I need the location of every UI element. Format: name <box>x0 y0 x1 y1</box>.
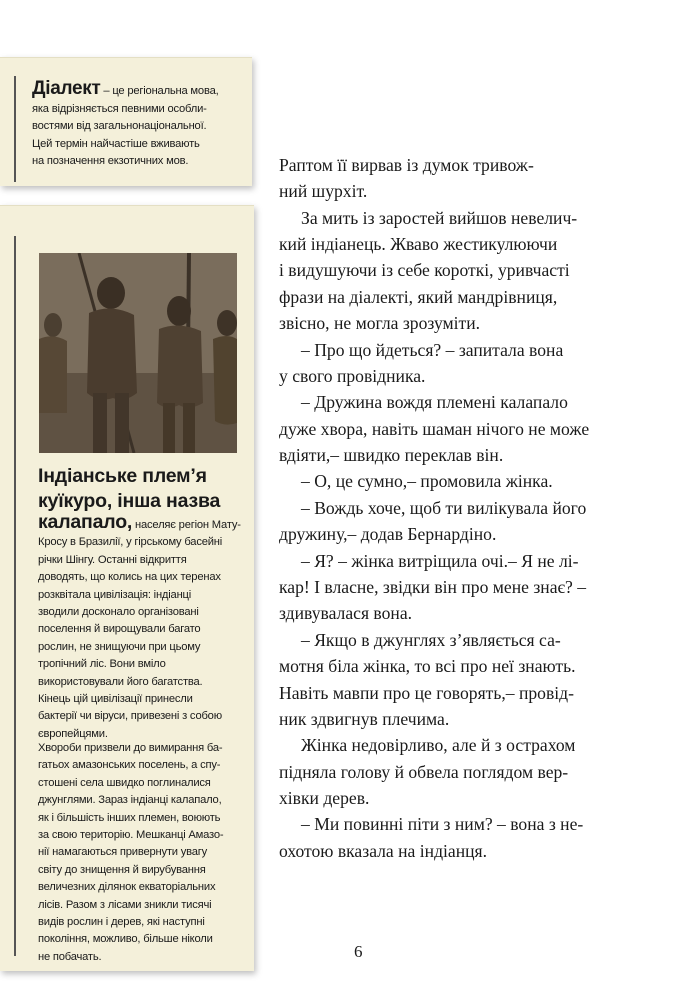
dialect-note-line: востями від загальнонаціональної. <box>32 120 207 132</box>
page-number: 6 <box>354 942 363 961</box>
kuikuro-body-line: зводили досконало організовані <box>38 606 199 619</box>
kuikuro-body-line: гатьох амазонських поселень, а спу- <box>38 759 221 772</box>
story-line: дуже хвора, навіть шаман нічого не може <box>279 419 590 439</box>
kuikuro-heading-line: Індіанське плем’я <box>38 465 207 487</box>
kuikuro-body-line: не побачать. <box>38 950 102 963</box>
kuikuro-body-line: стошені села швидко поглиналися <box>38 776 211 789</box>
dialect-note-line: – це регіональна мова, <box>100 85 219 97</box>
story-line: кар! І власне, звідки він про мене знає? – <box>279 577 587 597</box>
story-line: підняла голову й обвела поглядом вер- <box>279 762 569 782</box>
story-line: фрази на діалекті, який мандрівниця, <box>279 287 558 307</box>
note-accent-bar <box>14 236 16 956</box>
story-line: вдіяти,– швидко переклав він. <box>279 445 504 465</box>
kuikuro-body-line: нії намагаються привернути увагу <box>38 846 208 859</box>
kuikuro-body-line: тропічний ліс. Вони вміло <box>38 658 166 671</box>
story-line: у свого провідника. <box>279 366 426 386</box>
story-line: охотою вказала на індіанця. <box>279 841 488 861</box>
story-line: хівки дерев. <box>279 788 370 808</box>
kuikuro-body-line: Хвороби призвели до вимирання ба- <box>38 742 223 754</box>
story-line: – Я? – жінка витріщила очі.– Я не лі- <box>301 551 579 571</box>
kuikuro-body-line: розквітала цивілізація: індіанці <box>38 588 192 601</box>
kuikuro-body-line: лісів. Разом з лісами зникли тисячі <box>38 898 212 911</box>
kuikuro-body-line: покоління, можливо, більше ніколи <box>38 933 213 946</box>
kuikuro-body-line: як і більшість інших племен, воюють <box>38 811 221 824</box>
story-line: здивувалася вона. <box>279 603 413 623</box>
dialect-note-line: яка відрізняється певними особли- <box>32 102 207 115</box>
story-line: За мить із заростей вийшов невелич- <box>301 208 578 228</box>
story-line: – Ми повинні піти з ним? – вона з не- <box>301 814 584 834</box>
kuikuro-body-line: світу до знищення й вирубування <box>38 863 206 876</box>
tribesmen-illustration <box>39 253 237 453</box>
dialect-note-line: на позначення екзотичних мов. <box>32 155 189 167</box>
kuikuro-body-line: населяє регіон Мату- <box>132 519 241 531</box>
kuikuro-body-line: поселення й вирощували багато <box>38 623 201 636</box>
note-accent-bar <box>14 76 16 182</box>
story-line: – Вождь хоче, щоб ти вилікувала його <box>301 498 587 518</box>
kuikuro-body-line: рослин, не знищуючи при цьому <box>38 640 201 653</box>
kuikuro-body-line: використовували його багатства. <box>38 675 203 688</box>
kuikuro-note <box>0 205 254 971</box>
kuikuro-body-line: бактерії чи віруси, привезені з собою <box>38 710 222 723</box>
kuikuro-body-paragraph-1 <box>38 511 250 743</box>
kuikuro-heading <box>38 464 250 514</box>
kuikuro-body-line: європейцями. <box>38 727 108 740</box>
kuikuro-body-line: доводять, що колись на цих теренах <box>38 571 221 584</box>
dialect-note-line: Цей термін найчастіше вживають <box>32 137 200 150</box>
story-line: – О, це сумно,– промовила жінка. <box>301 471 553 491</box>
story-line: дружину,– додав Бернардіно. <box>279 524 497 544</box>
story-line: – Якщо в джунглях з’являється са- <box>301 630 561 650</box>
kuikuro-body-line: джунглями. Зараз індіанці калапало, <box>38 794 222 807</box>
kuikuro-photo <box>39 253 237 453</box>
kuikuro-body-paragraph-2 <box>38 740 250 966</box>
kuikuro-body-line: видів рослин і дерев, які наступні <box>38 916 205 929</box>
dialect-note <box>0 57 252 186</box>
dialect-note-text <box>32 80 244 171</box>
kuikuro-body-line: за свою територію. Мешканці Амазо- <box>38 829 224 842</box>
story-line: мотня біла жінка, то всі про неї знають. <box>279 656 576 676</box>
story-line: – Про що йдеться? – запитала вона <box>301 340 564 360</box>
kuikuro-heading-line: куїкуро, інша назва <box>38 490 221 512</box>
dialect-term: Діалект <box>32 78 101 99</box>
story-line: і видушуючи із себе короткі, уривчасті <box>279 260 570 280</box>
story-line: звісно, не могла зрозуміти. <box>279 313 481 333</box>
kuikuro-body-line: Кросу в Бразилії, у гірському басейні <box>38 536 223 549</box>
story-line: Жінка недовірливо, але й з острахом <box>301 735 576 755</box>
story-line: ник здвигнув плечима. <box>279 709 450 729</box>
story-line: ний шурхіт. <box>279 181 368 201</box>
kuikuro-body-line: Кінець цій цивілізації принесли <box>38 693 193 706</box>
story-line: кий індіанець. Жваво жестикулюючи <box>279 234 558 254</box>
story-line: Навіть мавпи про це говорять,– провід- <box>279 683 574 703</box>
kuikuro-body-line: річки Шінгу. Останні відкриття <box>38 553 187 566</box>
story-line: – Дружина вождя племені калапало <box>301 392 568 412</box>
kuikuro-body-line: величезних ділянок екваторіальних <box>38 881 216 894</box>
kuikuro-lead-word: калапало, <box>38 511 133 533</box>
story-line: Раптом її вирвав із думок тривож- <box>279 155 534 175</box>
